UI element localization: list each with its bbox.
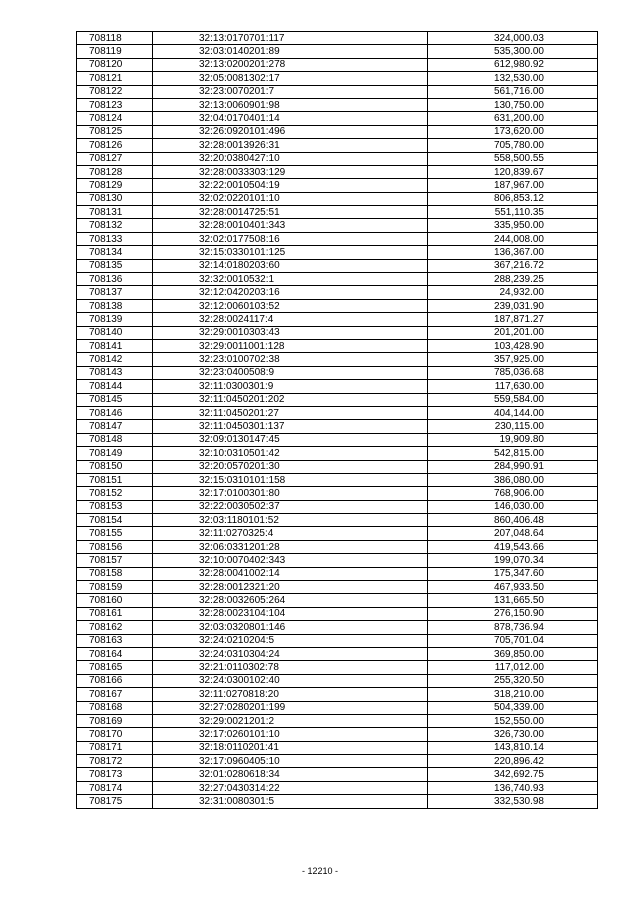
table-row [77,781,598,794]
table-row [77,299,598,312]
row-id-cell: 708163 [77,634,153,647]
value-cell: 404,144.00 [428,406,598,419]
row-id-cell: 708154 [77,514,153,527]
table-row [77,219,598,232]
value-cell: 419,543.66 [428,540,598,553]
table-row [77,273,598,286]
row-id-cell: 708169 [77,714,153,727]
value-cell: 131,665.50 [428,594,598,607]
value-cell: 542,815.00 [428,447,598,460]
row-id-cell: 708172 [77,755,153,768]
value-cell: 152,550.00 [428,714,598,727]
value-cell: 173,620.00 [428,125,598,138]
table-row [77,393,598,406]
row-id-cell: 708150 [77,460,153,473]
cadastral-number-cell: 32:26:0920101:496 [153,125,428,138]
value-cell: 705,780.00 [428,139,598,152]
table-row [77,206,598,219]
cadastral-number-cell: 32:03:0140201:89 [153,45,428,58]
row-id-cell: 708137 [77,286,153,299]
table-row [77,487,598,500]
table-row [77,246,598,259]
table-row [77,165,598,178]
cadastral-number-cell: 32:06:0331201:28 [153,540,428,553]
value-cell: 220,896.42 [428,755,598,768]
cadastral-number-cell: 32:01:0280618:34 [153,768,428,781]
value-cell: 187,967.00 [428,179,598,192]
table-row [77,366,598,379]
cadastral-number-cell: 32:12:0060103:52 [153,299,428,312]
value-cell: 342,692.75 [428,768,598,781]
table-row [77,58,598,71]
value-cell: 357,925.00 [428,353,598,366]
table-row [77,714,598,727]
table-row [77,768,598,781]
row-id-cell: 708166 [77,674,153,687]
row-id-cell: 708170 [77,728,153,741]
table-row [77,527,598,540]
row-id-cell: 708151 [77,473,153,486]
value-cell: 136,367.00 [428,246,598,259]
row-id-cell: 708157 [77,554,153,567]
table-row [77,554,598,567]
value-cell: 367,216.72 [428,259,598,272]
cadastral-number-cell: 32:27:0280201:199 [153,701,428,714]
table-row [77,85,598,98]
row-id-cell: 708148 [77,433,153,446]
row-id-cell: 708132 [77,219,153,232]
cadastral-number-cell: 32:09:0130147:45 [153,433,428,446]
cadastral-number-cell: 32:18:0110201:41 [153,741,428,754]
value-cell: 143,810.14 [428,741,598,754]
cadastral-number-cell: 32:10:0070402:343 [153,554,428,567]
row-id-cell: 708134 [77,246,153,259]
row-id-cell: 708119 [77,45,153,58]
table-row [77,380,598,393]
cadastral-number-cell: 32:24:0300102:40 [153,674,428,687]
table-row [77,179,598,192]
row-id-cell: 708159 [77,581,153,594]
row-id-cell: 708149 [77,447,153,460]
cadastral-number-cell: 32:13:0200201:278 [153,58,428,71]
row-id-cell: 708155 [77,527,153,540]
table-row [77,728,598,741]
value-cell: 24,932.00 [428,286,598,299]
cadastral-number-cell: 32:13:0060901:98 [153,98,428,111]
value-cell: 612,980.92 [428,58,598,71]
table-row [77,647,598,660]
value-cell: 785,036.68 [428,366,598,379]
cadastral-number-cell: 32:29:0021201:2 [153,714,428,727]
table-row [77,32,598,45]
table-row [77,688,598,701]
value-cell: 878,736.94 [428,621,598,634]
row-id-cell: 708141 [77,339,153,352]
value-cell: 705,701.04 [428,634,598,647]
row-id-cell: 708140 [77,326,153,339]
table-row [77,420,598,433]
cadastral-number-cell: 32:15:0310101:158 [153,473,428,486]
value-cell: 558,500.55 [428,152,598,165]
cadastral-number-cell: 32:11:0300301:9 [153,380,428,393]
table-row [77,192,598,205]
cadastral-number-cell: 32:03:0320801:146 [153,621,428,634]
table-row [77,447,598,460]
value-cell: 559,584.00 [428,393,598,406]
table-row [77,406,598,419]
table-row [77,473,598,486]
value-cell: 130,750.00 [428,98,598,111]
cadastral-number-cell: 32:31:0080301:5 [153,795,428,808]
cadastral-number-cell: 32:12:0420203:16 [153,286,428,299]
value-cell: 201,201.00 [428,326,598,339]
table-row [77,313,598,326]
cadastral-number-cell: 32:28:0012321:20 [153,581,428,594]
row-id-cell: 708121 [77,72,153,85]
cadastral-number-cell: 32:32:0010532:1 [153,273,428,286]
value-cell: 504,339.00 [428,701,598,714]
cadastral-number-cell: 32:24:0210204:5 [153,634,428,647]
row-id-cell: 708122 [77,85,153,98]
cadastral-number-cell: 32:28:0023104:104 [153,607,428,620]
value-cell: 561,716.00 [428,85,598,98]
value-cell: 120,839.67 [428,165,598,178]
value-cell: 103,428.90 [428,339,598,352]
value-cell: 255,320.50 [428,674,598,687]
cadastral-number-cell: 32:29:0010303:43 [153,326,428,339]
value-cell: 187,871.27 [428,313,598,326]
row-id-cell: 708174 [77,781,153,794]
cadastral-number-cell: 32:11:0270818:20 [153,688,428,701]
value-cell: 19,909.80 [428,433,598,446]
cadastral-number-cell: 32:02:0177508:16 [153,232,428,245]
cadastral-number-cell: 32:20:0570201:30 [153,460,428,473]
row-id-cell: 708145 [77,393,153,406]
row-id-cell: 708125 [77,125,153,138]
row-id-cell: 708164 [77,647,153,660]
cadastral-number-cell: 32:28:0033303:129 [153,165,428,178]
table-row [77,152,598,165]
value-cell: 332,530.98 [428,795,598,808]
cadastral-number-cell: 32:14:0180203:60 [153,259,428,272]
cadastral-number-cell: 32:02:0220101:10 [153,192,428,205]
cadastral-number-cell: 32:11:0450201:202 [153,393,428,406]
row-id-cell: 708147 [77,420,153,433]
row-id-cell: 708168 [77,701,153,714]
row-id-cell: 708128 [77,165,153,178]
cadastral-number-cell: 32:17:0960405:10 [153,755,428,768]
cadastral-number-cell: 32:24:0310304:24 [153,647,428,660]
cadastral-number-cell: 32:17:0100301:80 [153,487,428,500]
value-cell: 318,210.00 [428,688,598,701]
row-id-cell: 708139 [77,313,153,326]
table-row [77,112,598,125]
value-cell: 239,031.90 [428,299,598,312]
cadastral-number-cell: 32:17:0260101:10 [153,728,428,741]
table-row [77,125,598,138]
cadastral-number-cell: 32:28:0010401:343 [153,219,428,232]
cadastral-number-cell: 32:27:0430314:22 [153,781,428,794]
table-row [77,581,598,594]
cadastral-number-cell: 32:29:0011001:128 [153,339,428,352]
value-cell: 136,740.93 [428,781,598,794]
row-id-cell: 708160 [77,594,153,607]
row-id-cell: 708158 [77,567,153,580]
row-id-cell: 708131 [77,206,153,219]
cadastral-number-cell: 32:28:0013926:31 [153,139,428,152]
value-cell: 175,347.60 [428,567,598,580]
table-row [77,460,598,473]
row-id-cell: 708138 [77,299,153,312]
value-cell: 324,000.03 [428,32,598,45]
table-row [77,674,598,687]
cadastral-number-cell: 32:28:0014725:51 [153,206,428,219]
table-row [77,607,598,620]
table-row [77,139,598,152]
value-cell: 117,630.00 [428,380,598,393]
table-row [77,500,598,513]
cadastral-number-cell: 32:21:0110302:78 [153,661,428,674]
cadastral-number-cell: 32:10:0310501:42 [153,447,428,460]
cadastral-number-cell: 32:28:0041002:14 [153,567,428,580]
value-cell: 860,406.48 [428,514,598,527]
value-cell: 369,850.00 [428,647,598,660]
table-row [77,259,598,272]
cadastral-number-cell: 32:23:0100702:38 [153,353,428,366]
row-id-cell: 708146 [77,406,153,419]
cadastral-number-cell: 32:20:0380427:10 [153,152,428,165]
table-row [77,45,598,58]
value-cell: 806,853.12 [428,192,598,205]
row-id-cell: 708162 [77,621,153,634]
value-cell: 467,933.50 [428,581,598,594]
cadastral-number-cell: 32:23:0400508:9 [153,366,428,379]
value-cell: 386,080.00 [428,473,598,486]
row-id-cell: 708127 [77,152,153,165]
table-row [77,594,598,607]
row-id-cell: 708165 [77,661,153,674]
value-cell: 284,990.91 [428,460,598,473]
table-row [77,621,598,634]
cadastral-number-cell: 32:13:0170701:117 [153,32,428,45]
value-cell: 535,300.00 [428,45,598,58]
row-id-cell: 708142 [77,353,153,366]
value-cell: 207,048.64 [428,527,598,540]
value-cell: 244,008.00 [428,232,598,245]
table-row [77,232,598,245]
value-cell: 146,030.00 [428,500,598,513]
value-cell: 551,110.35 [428,206,598,219]
cadastral-number-cell: 32:22:0030502:37 [153,500,428,513]
row-id-cell: 708161 [77,607,153,620]
cadastral-number-cell: 32:22:0010504:19 [153,179,428,192]
row-id-cell: 708144 [77,380,153,393]
row-id-cell: 708123 [77,98,153,111]
value-cell: 631,200.00 [428,112,598,125]
row-id-cell: 708153 [77,500,153,513]
cadastral-number-cell: 32:03:1180101:52 [153,514,428,527]
value-cell: 276,150.90 [428,607,598,620]
row-id-cell: 708124 [77,112,153,125]
value-cell: 335,950.00 [428,219,598,232]
table-row [77,514,598,527]
row-id-cell: 708135 [77,259,153,272]
value-cell: 199,070.34 [428,554,598,567]
page-number: - 12210 - [301,866,339,876]
value-cell: 117,012.00 [428,661,598,674]
value-cell: 288,239.25 [428,273,598,286]
table-row [77,433,598,446]
row-id-cell: 708171 [77,741,153,754]
table-row [77,567,598,580]
table-row [77,339,598,352]
row-id-cell: 708175 [77,795,153,808]
row-id-cell: 708167 [77,688,153,701]
cadastral-number-cell: 32:11:0270325:4 [153,527,428,540]
registry-table-body [77,32,598,809]
row-id-cell: 708152 [77,487,153,500]
row-id-cell: 708173 [77,768,153,781]
table-row [77,701,598,714]
table-row [77,634,598,647]
row-id-cell: 708120 [77,58,153,71]
cadastral-number-cell: 32:05:0081302:17 [153,72,428,85]
table-row [77,741,598,754]
value-cell: 230,115.00 [428,420,598,433]
cadastral-number-cell: 32:28:0032605:264 [153,594,428,607]
row-id-cell: 708129 [77,179,153,192]
row-id-cell: 708143 [77,366,153,379]
table-row [77,72,598,85]
row-id-cell: 708130 [77,192,153,205]
cadastral-number-cell: 32:11:0450201:27 [153,406,428,419]
table-row [77,326,598,339]
row-id-cell: 708136 [77,273,153,286]
table-row [77,795,598,808]
value-cell: 132,530.00 [428,72,598,85]
cadastral-number-cell: 32:15:0330101:125 [153,246,428,259]
value-cell: 326,730.00 [428,728,598,741]
row-id-cell: 708118 [77,32,153,45]
row-id-cell: 708156 [77,540,153,553]
registry-table [76,31,598,809]
cadastral-number-cell: 32:04:0170401:14 [153,112,428,125]
row-id-cell: 708133 [77,232,153,245]
cadastral-number-cell: 32:28:0024117:4 [153,313,428,326]
table-row [77,661,598,674]
table-row [77,286,598,299]
table-row [77,540,598,553]
cadastral-number-cell: 32:11:0450301:137 [153,420,428,433]
value-cell: 768,906.00 [428,487,598,500]
table-row [77,755,598,768]
cadastral-number-cell: 32:23:0070201:7 [153,85,428,98]
row-id-cell: 708126 [77,139,153,152]
table-row [77,353,598,366]
table-row [77,98,598,111]
